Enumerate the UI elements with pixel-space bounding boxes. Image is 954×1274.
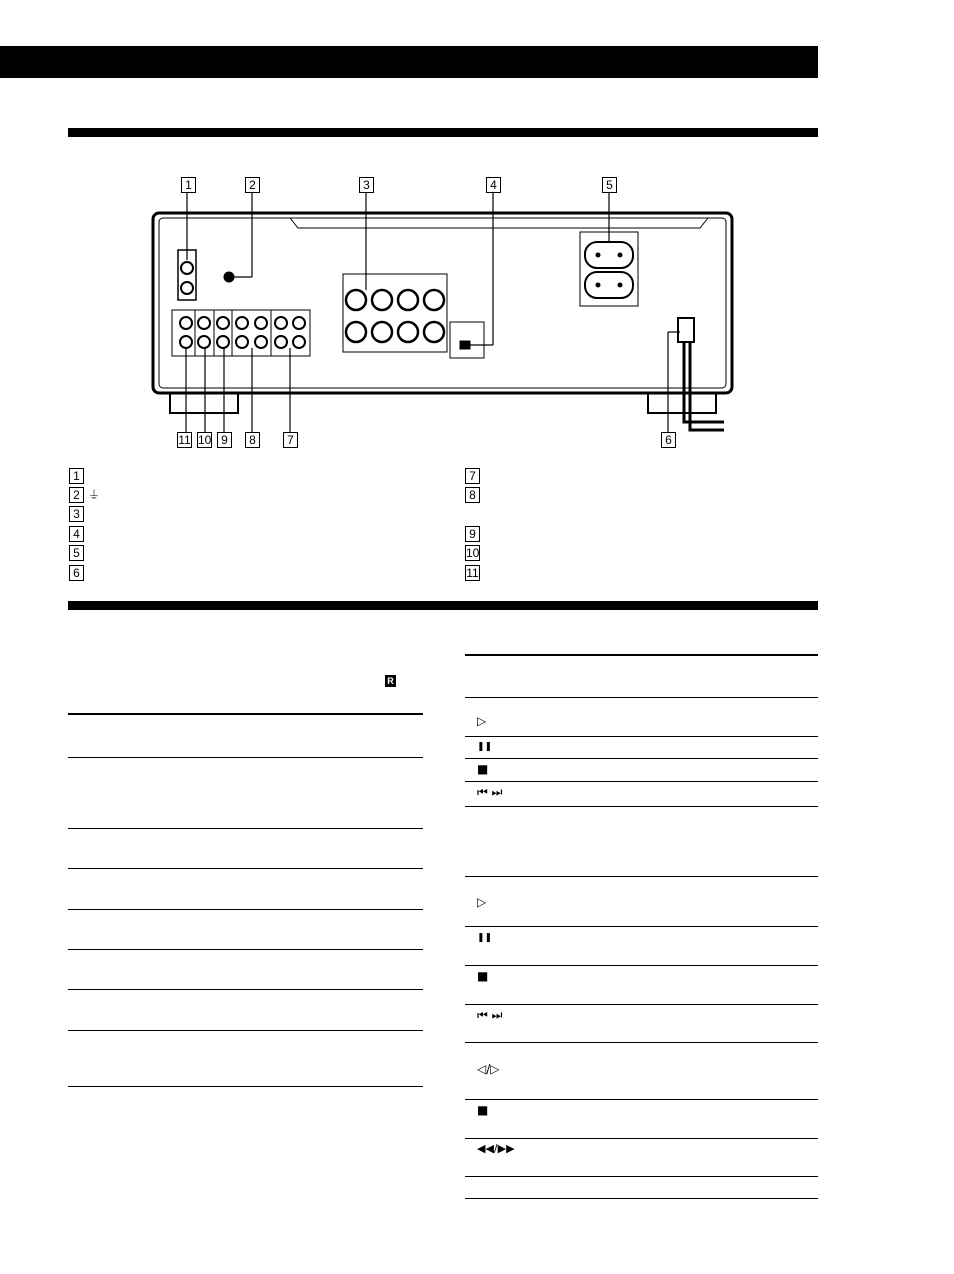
left-table-rule: [68, 1086, 423, 1087]
header-bar: [0, 46, 818, 78]
callout-7: 7: [283, 432, 298, 448]
right-table-rule: [465, 926, 818, 927]
left-table-rule: [68, 868, 423, 869]
remote-icon: R: [385, 675, 396, 687]
pause-icon: ❚❚: [477, 933, 493, 943]
legend-num: 3: [69, 506, 84, 522]
stop-icon: ■: [477, 1103, 489, 1117]
pause-icon: ❚❚: [477, 742, 493, 752]
rewind-fastforward-icon: ◀◀/▶▶: [477, 1142, 515, 1155]
right-table-rule: [465, 781, 818, 782]
left-table-rule: [68, 757, 423, 758]
left-table-rule: [68, 989, 423, 990]
right-table-rule: [465, 1004, 818, 1005]
legend-num: 1: [69, 468, 84, 484]
left-table-rule: [68, 909, 423, 910]
right-table-header-rule: [465, 654, 818, 656]
right-table-rule: [465, 736, 818, 737]
right-table-rule: [465, 758, 818, 759]
right-table-rule: [465, 876, 818, 877]
legend-item: [69, 506, 84, 522]
callout-1: 1: [181, 177, 196, 193]
callout-11: 11: [178, 433, 191, 447]
legend-item: [69, 468, 84, 484]
left-table-rule: [68, 1030, 423, 1031]
left-table-rule: [68, 949, 423, 950]
callout-4: 4: [486, 177, 501, 193]
legend-num: 2: [69, 487, 84, 503]
callout-5: 5: [602, 177, 617, 193]
legend-item: [69, 526, 84, 542]
legend-num: 11: [466, 566, 479, 580]
callout-10: 10: [198, 433, 212, 447]
left-table-header-rule: [68, 713, 423, 715]
section-rule-top: [68, 128, 818, 137]
section-rule-middle: [68, 601, 818, 610]
left-table-rule: [68, 828, 423, 829]
right-table-rule: [465, 1099, 818, 1100]
legend-num: 8: [465, 487, 480, 503]
skip-icon: ⏮ ⏭: [477, 785, 503, 799]
ground-icon: ⏚: [88, 488, 101, 502]
skip-icon: ⏮ ⏭: [477, 1008, 503, 1022]
stop-icon: ■: [477, 762, 489, 776]
legend-num: 10: [466, 546, 480, 560]
legend-item: [69, 545, 84, 561]
right-table-rule: [465, 697, 818, 698]
callout-8: 8: [245, 432, 260, 448]
legend-item: [69, 487, 100, 503]
play-icon: ▷: [477, 895, 487, 909]
stop-icon: ■: [477, 969, 489, 983]
play-icon: ▷: [477, 714, 487, 728]
right-table-rule: [465, 1042, 818, 1043]
legend-num: 9: [465, 526, 480, 542]
right-table-rule: [465, 965, 818, 966]
callout-9: 9: [217, 432, 232, 448]
rear-panel-diagram: [0, 160, 954, 460]
callout-2: 2: [245, 177, 260, 193]
right-table-rule: [465, 806, 818, 807]
legend-num: 4: [69, 526, 84, 542]
right-table-rule: [465, 1198, 818, 1199]
legend-num: 6: [69, 565, 84, 581]
right-table-rule: [465, 1138, 818, 1139]
callout-3: 3: [359, 177, 374, 193]
callout-6: 6: [661, 432, 676, 448]
right-table-rule: [465, 1176, 818, 1177]
legend-item: [69, 565, 84, 581]
legend-num: 7: [465, 468, 480, 484]
legend-num: 5: [69, 545, 84, 561]
direction-icon: ◁/▷: [477, 1062, 500, 1076]
